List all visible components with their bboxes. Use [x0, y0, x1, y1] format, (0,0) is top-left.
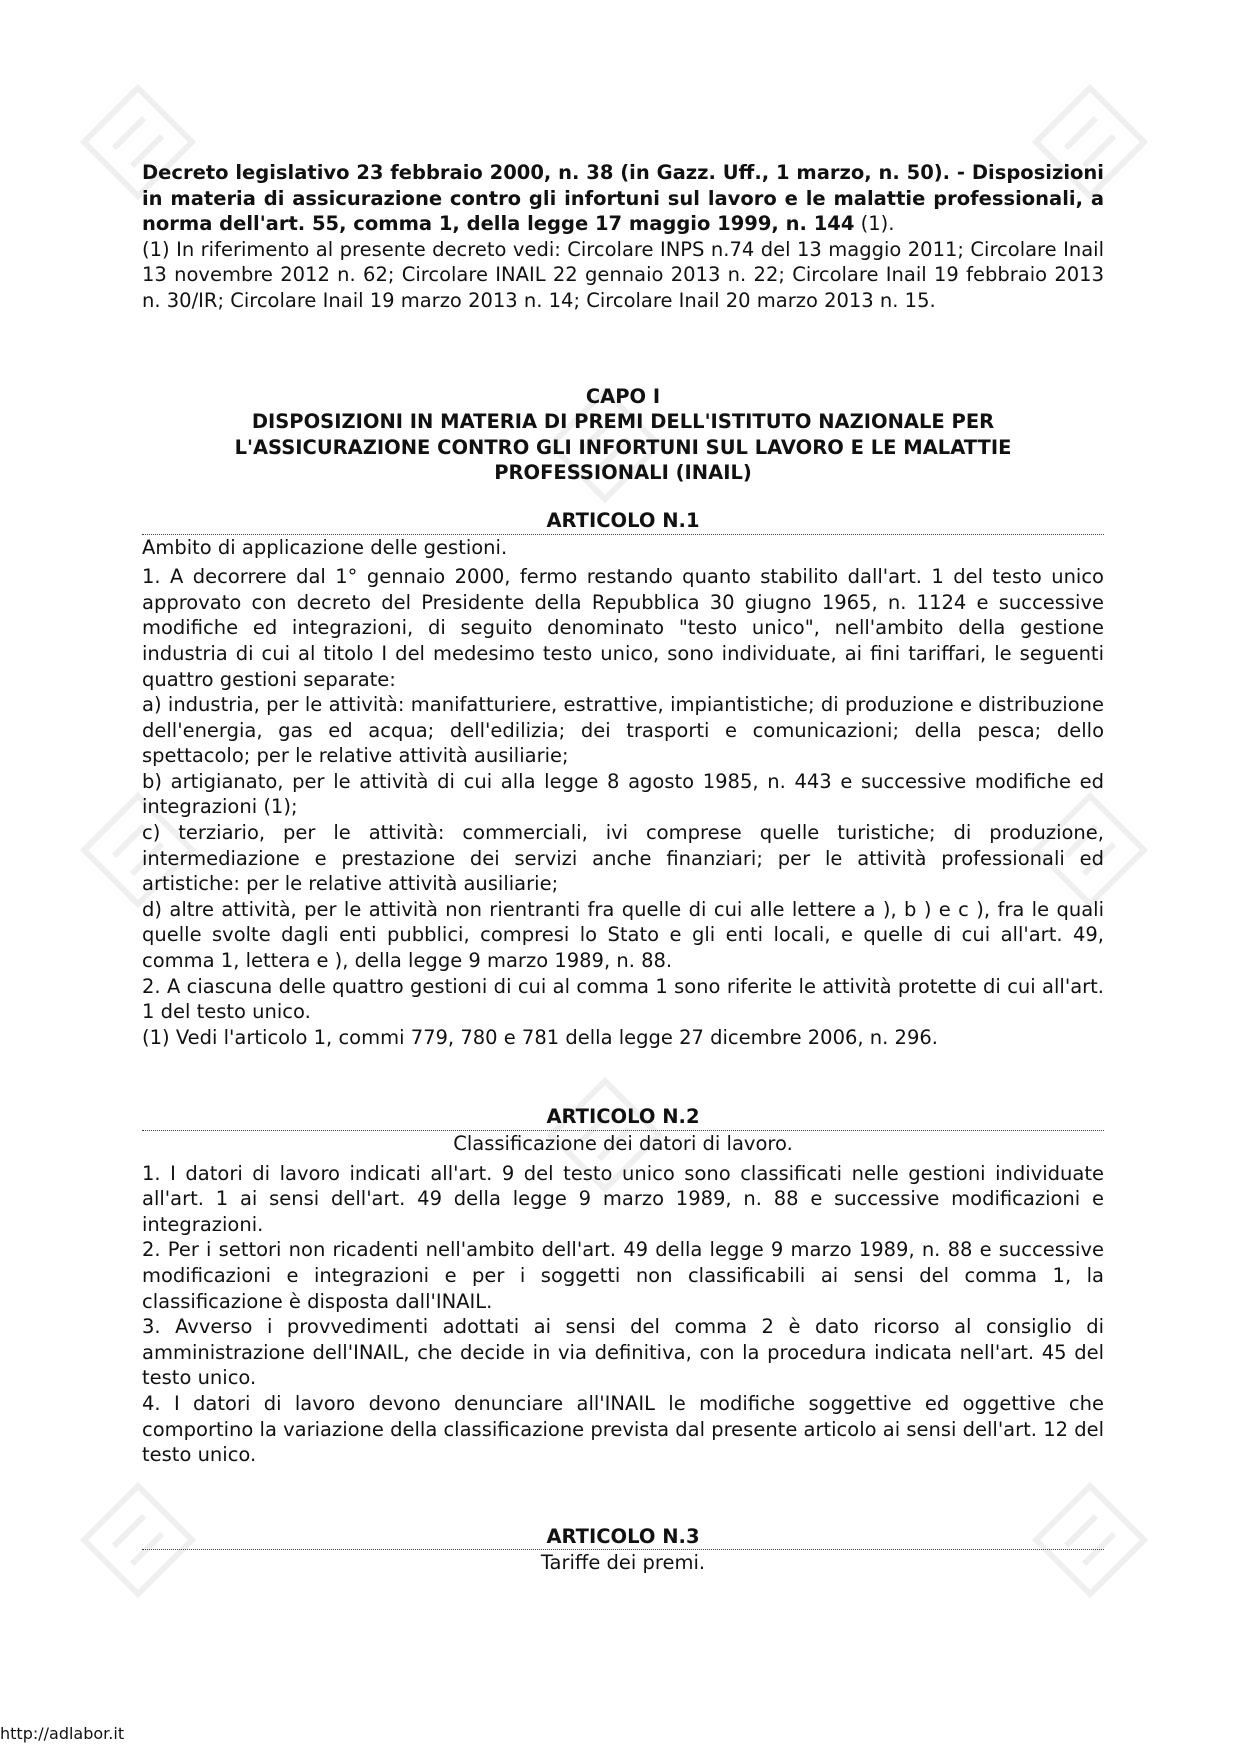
article-subtitle: Classificazione dei datori di lavoro. — [453, 1132, 793, 1155]
article-heading: ARTICOLO N.3 — [142, 1524, 1104, 1551]
article-paragraph: 2. A ciascuna delle quattro gestioni di cui al comma 1 sono riferite le attività protette di cui all'art. 1 del testo unico. — [142, 974, 1104, 1024]
article-paragraph: 4. I datori di lavoro devono denunciare all'INAIL le modifiche soggettive ed oggettive che comportino la variazione della classificazione prevista dal presente articolo ai sensi dell'art. 12 del testo unico. — [142, 1391, 1104, 1467]
article-paragraph: 2. Per i settori non ricadenti nell'ambito dell'art. 49 della legge 9 marzo 1989, n. 88 e successive modificazioni e integrazioni e per i soggetti non classificabili ai sensi del comma 1, la classificazione è disposta dall'INAIL. — [142, 1238, 1104, 1313]
capo-title-line-1: DISPOSIZIONI IN MATERIA DI PREMI DELL'ISTITUTO NAZIONALE PER — [251, 410, 995, 434]
article-heading: ARTICOLO N.2 — [142, 1104, 1104, 1131]
article-note: (1) Vedi l'articolo 1, commi 779, 780 e 781 della legge 27 dicembre 2006, n. 296. — [142, 1025, 938, 1049]
capo-title-line-2: L'ASSICURAZIONE CONTRO GLI INFORTUNI SUL LAVORO E LE MALATTIE — [234, 435, 1012, 459]
article-paragraph: 1. I datori di lavoro indicati all'art. 9 del testo unico sono classificati nelle gestioni individuate all'art. 1 ai sensi dell'art. 49 della legge 9 marzo 1989, n. 88 e successive modificazioni e integrazioni. — [142, 1161, 1104, 1236]
article-heading: ARTICOLO N.1 — [142, 508, 1104, 535]
article-paragraph: 1. A decorrere dal 1° gennaio 2000, fermo restando quanto stabilito dall'art. 1 del testo unico approvato con decreto del Presidente della Repubblica 30 giugno 1965, n. 1124 e successive modifiche ed integrazioni, di seguito denominato "testo unico", nell'ambito della gestione industria di cui al titolo I del medesimo testo unico, sono individuate, ai fini tariffari, le seguenti quattro gestioni separate: — [142, 565, 1104, 691]
article-subtitle: Ambito di applicazione delle gestioni. — [142, 535, 508, 559]
article-item-d: d) altre attività, per le attività non rientranti fra quelle di cui alle lettere a ), b ) e c ), fra le quali quelle svolte dagli enti pubblici, compresi lo Stato e gli enti locali, e quelle di cui all'art. 49, comma 1, lettera e ), della legge 9 marzo 1989, n. 88. — [142, 897, 1104, 973]
decree-title-note-ref: (1). — [854, 212, 895, 236]
article-2 — [142, 1104, 1104, 1467]
article-item-b: b) artigianato, per le attività di cui alla legge 8 agosto 1985, n. 443 e successive modifiche ed integrazioni (1); — [142, 769, 1104, 819]
article-subtitle: Tariffe dei premi. — [540, 1551, 706, 1575]
decree-note: (1) In riferimento al presente decreto vedi: Circolare INPS n.74 del 13 maggio 2011; Circolare Inail 13 novembre 2012 n. 62; Circolare INAIL 22 gennaio 2013 n. 22; Circolare Inail 19 febbraio 2013 n. 30/IR; Circolare Inail 19 marzo 2013 n. 14; Circolare Inail 20 marzo 2013 n. 15. — [142, 237, 1104, 312]
article-3 — [142, 1524, 1104, 1576]
capo-title-line-3: PROFESSIONALI (INAIL) — [494, 461, 752, 485]
article-1 — [142, 508, 1104, 1050]
article-item-a: a) industria, per le attività: manifatturiere, estrattive, impiantistiche; di produzione e distribuzione dell'energia, gas ed acqua; dell'edilizia; dei trasporti e comunicazioni; della pesca; dello spettacolo; per le relative attività ausiliarie; — [142, 693, 1104, 768]
footer-url: http://adlabor.it — [0, 1724, 125, 1743]
article-paragraph: 3. Avverso i provvedimenti adottati ai sensi del comma 2 è dato ricorso al consiglio di amministrazione dell'INAIL, che decide in via definitiva, con la procedura indicata nell'art. 45 del testo unico. — [142, 1315, 1104, 1390]
decree-title — [142, 160, 1104, 237]
capo-heading — [142, 384, 1104, 486]
article-item-c: c) terziario, per le attività: commerciali, ivi comprese quelle turistiche; di produzione, intermediazione e prestazione dei servizi anche finanziari; per le attività professionali ed artistiche: per le relative attività ausiliarie; — [142, 821, 1104, 896]
capo-label: CAPO I — [585, 384, 661, 408]
document-body — [142, 160, 1104, 1576]
decree-title-text: Decreto legislativo 23 febbraio 2000, n. 38 (in Gazz. Uff., 1 marzo, n. 50). - Disposizioni in materia di assicurazione contro gli infortuni sul lavoro e le malattie professionali, a norma dell'art. 55, comma 1, della legge 17 maggio 1999, n. 144 — [142, 161, 1104, 236]
